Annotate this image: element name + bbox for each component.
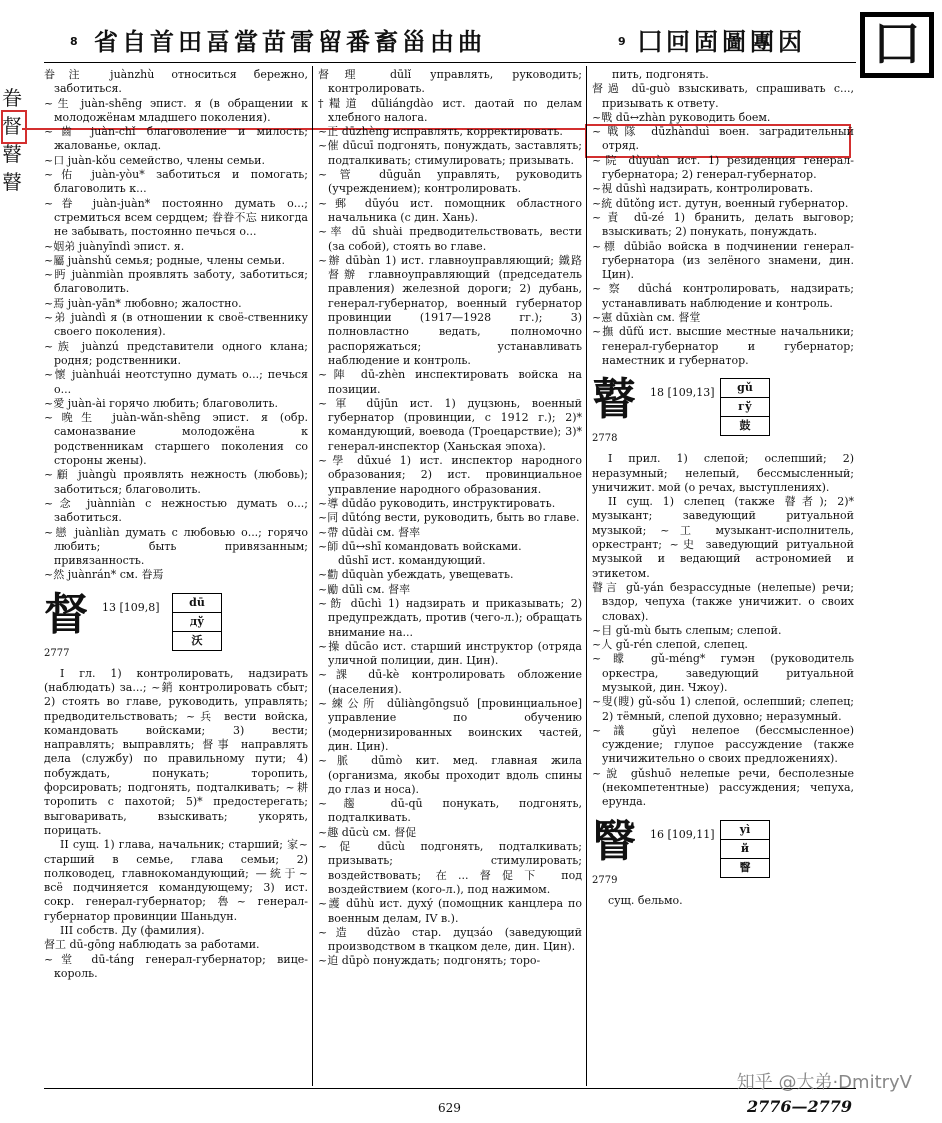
- dictionary-entry: ~懷 juànhuái неотступно думать о...; печься о...: [44, 368, 308, 396]
- header-right-chars: 囗回固圖團因: [638, 28, 806, 56]
- dictionary-entry: ~責 dū-zé 1) бранить, делать выговор; взыскивать; 2) понукать, понуждать.: [592, 210, 854, 239]
- dictionary-entry: ~屬 juànshǔ семья; родные, члены семьи.: [44, 253, 285, 267]
- column-1: [44, 68, 308, 981]
- dictionary-entry: ~愛 juàn-ài горячо любить; благоволить.: [44, 396, 278, 410]
- char-block-gu: [592, 376, 854, 446]
- header-left-page: 8: [70, 35, 78, 48]
- dictionary-entry: II сущ. 1) слепец (также 瞽者); 2)* музыкант; заведующий ритуальной музыкой; ~工 музыкант-исполнитель, оркестрант; ~史 заведующий ритуальной музыкой и ведающий астрономией и этикетом.: [592, 495, 854, 580]
- entry-number: 2777: [44, 647, 70, 659]
- dictionary-entry: ~眷 juàn-juàn* постоянно думать о...; стремиться всем сердцем; 眷眷不忘 никогда не забывать, постоянно печься о...: [44, 196, 308, 239]
- radical-code: 16 [109,11]: [650, 827, 715, 841]
- headword-char: 瞽: [592, 374, 636, 426]
- dictionary-entry: ~操 dūcāo ист. старший инструктор (отряда уличной полиции, дин. Цин).: [318, 639, 582, 668]
- char-block-yi: [592, 815, 854, 888]
- dictionary-entry: пить, подгонять.: [612, 68, 709, 81]
- margin-char: 瞽: [2, 170, 22, 194]
- dictionary-entry: ~弟 juàndì я (в отношении к своё-ственнику своего поколения).: [44, 311, 308, 339]
- dictionary-entry: ~導 dūdǎo руководить, инструктировать.: [318, 496, 556, 510]
- margin-char: 瞽: [2, 142, 22, 166]
- dictionary-entry: ~帶 dūdài см. 督率: [318, 525, 421, 539]
- dictionary-entry: ~戰隊 dūzhànduì воен. заградительный отряд.: [592, 125, 854, 153]
- dictionary-entry: ~正 dūzhèng исправлять, корректировать.: [318, 125, 563, 139]
- dictionary-entry: ~焉 juàn-yān* любовно; жалостно.: [44, 296, 242, 310]
- pinyin-cell: gǔ: [721, 379, 769, 398]
- dictionary-entry: ~議 gǔyì нелепое (бессмысленное) суждение; глупое рассуждение (также уничижительно о своих предложениях).: [592, 723, 854, 766]
- reading-table: [720, 378, 770, 436]
- radical-code: 13 [109,8]: [102, 600, 160, 614]
- pinyin-cell: dū: [173, 594, 221, 613]
- headword-char: 督: [44, 588, 88, 640]
- dictionary-entry: ~族 juànzú представители одного клана; родня; родственники.: [44, 339, 308, 367]
- dictionary-entry: ~叟(瞍) gǔ-sǒu 1) слепой, ослепший; слепец; 2) тёмный, слепой духовно; неразумный.: [592, 695, 854, 723]
- dictionary-entry: ~院 dùyuàn ист. 1) резиденция генерал-губернатора; 2) генерал-губернатор.: [592, 153, 854, 182]
- dictionary-entry: ~齒 juàn-chǐ благоволение и милость; жалованье, оклад.: [44, 125, 308, 153]
- page-number: 629: [438, 1101, 461, 1115]
- dictionary-entry: ~陣 dū-zhèn инспектировать войска на позиции.: [318, 368, 582, 396]
- dictionary-entry: ~佑 juàn-yòu* заботиться и помогать; благоволить к...: [44, 168, 308, 196]
- headword-char: 瞖: [592, 815, 636, 867]
- dictionary-entry: ~晚生 juàn-wǎn-shēng эпист. я (обр. самоназвание молодожёна к родственникам старшего поколения со стороны жены).: [44, 411, 308, 468]
- dictionary-entry: †糧道 dūliángdào ист. даотай по делам хлебного налога.: [318, 96, 582, 124]
- dictionary-entry: ~堂 dū-táng генерал-губернатор; вице-король.: [44, 952, 308, 980]
- dictionary-entry: 督理 dūlǐ управлять, руководить; контролировать.: [318, 68, 582, 96]
- dictionary-entry: ~撫 dūfǔ ист. высшие местные начальники; генерал-губернатор и губернатор; наместник и губернатор.: [592, 325, 854, 367]
- column-2: [318, 68, 582, 969]
- dictionary-entry: ~師 dū↔shī командовать войсками.: [318, 539, 522, 553]
- dictionary-entry: I прил. 1) слепой; ослепший; 2) неразумный; нелепый, бессмысленный; уничижит. мой (о речах, выступлениях).: [592, 452, 854, 494]
- page-header: [70, 22, 850, 62]
- dictionary-entry: ~戀 juànliàn думать с любовью о...; горячо любить; быть привязанным; привязанность.: [44, 525, 308, 568]
- dictionary-entry: ~學 dūxué 1) ист. инспектор народного образования; 2) ист. провинциальное управление народного образования.: [318, 454, 582, 496]
- dictionary-entry: ~眄 juànmiàn проявлять заботу, заботиться; благоволить.: [44, 268, 308, 296]
- entry-range: 2776—2779: [746, 1097, 852, 1116]
- footer-rule: [44, 1088, 856, 1089]
- dictionary-entry: ~管 dūguǎn управлять, руководить (учреждением); контролировать.: [318, 168, 582, 196]
- header-left-chars: 省自首田畐當苗雷留番畜甾由曲: [94, 28, 486, 56]
- dictionary-entry: ~說 gǔshuō нелепые речи, бесполезные (некомпетентные) рассуждения; чепуха, ерунда.: [592, 766, 854, 809]
- margin-char: 眷: [2, 86, 22, 110]
- homophone-cell: 瞖: [739, 860, 751, 874]
- dictionary-entry: ~憲 dūxiàn см. 督堂: [592, 311, 701, 325]
- watermark: 知乎 @大弟·DmitryV: [736, 1072, 912, 1093]
- dictionary-entry: ~勸 dūquàn убеждать, увещевать.: [318, 568, 514, 582]
- column-divider: [312, 66, 313, 1086]
- dictionary-entry: ~戰 dū↔zhàn руководить боем.: [592, 110, 771, 124]
- dictionary-entry: ~察 dūchá контролировать, надзирать; устанавливать наблюдение и контроль.: [592, 282, 854, 310]
- dictionary-entry: ~顧 juàngù проявлять нежность (любовь); заботиться; благоволить.: [44, 468, 308, 496]
- dictionary-entry: 督工 dū-gōng наблюдать за работами.: [44, 938, 260, 952]
- char-block-du: [44, 588, 308, 661]
- dictionary-entry: ~趨 dū-qū понукать, подгонять, подталкивать.: [318, 797, 582, 825]
- dictionary-entry: ~率 dū shuài предводительствовать, вести (за собой), стоять во главе.: [318, 225, 582, 253]
- homophone-cell: 鼓: [739, 419, 751, 433]
- dictionary-entry: ~然 juànrán* см. 眷焉: [44, 568, 164, 582]
- dictionary-entry: ~催 dūcuī подгонять, понуждать, заставлять; подталкивать; стимулировать; призывать.: [318, 139, 582, 167]
- dictionary-entry: ~辦 dūbàn 1) ист. главноуправляющий; 鐵路督辦 главноуправляющий (председатель правления) железной дороги; 2) дубань, генерал-губернатор, военный губернатор провинции (1917—1928 гг.); 3) полновластно ведать, полномочно распоряжаться; устанавливать наблюдение и контроль.: [318, 253, 582, 367]
- dictionary-entry: ~飭 dūchì 1) надзирать и приказывать; 2) предупреждать, против (чего-л.); обращать внимание на...: [318, 596, 582, 639]
- dictionary-entry: ~促 dūcù подгонять, подталкивать; призывать; стимулировать; воздействовать; 在...督促下 под воздействием (кого-л.), под нажимом.: [318, 840, 582, 896]
- dictionary-entry: ~郵 dūyóu ист. помощник областного начальника (с дин. Хань).: [318, 196, 582, 224]
- cyrillic-cell: дў: [173, 613, 221, 632]
- radical-code: 18 [109,13]: [650, 386, 715, 400]
- dictionary-entry: ~造 dūzào стар. дуцзáо (заведующий производством в ткацком деле, дин. Цин).: [318, 925, 582, 954]
- dictionary-entry: ~人 gǔ-rén слепой, слепец.: [592, 638, 748, 652]
- dictionary-entry: III собств. Ду (фамилия).: [60, 924, 205, 938]
- reading-table: [720, 820, 770, 878]
- dictionary-entry: ~勵 dūlì см. 督率: [318, 582, 411, 596]
- dictionary-entry: ~練公所 dūliàngōngsuǒ [провинциальное] управление по обучению (модернизированных воинских частей, дин. Цин).: [318, 697, 582, 753]
- dictionary-entry: ~趣 dūcù см. 督促: [318, 825, 417, 839]
- highlight-margin-box: [1, 110, 27, 144]
- dictionary-entry: ~同 dūtóng вести, руководить, быть во главе.: [318, 511, 580, 525]
- header-rule: [44, 62, 856, 63]
- dictionary-entry: 督過 dū-guò взыскивать, спрашивать с..., призывать к ответу.: [592, 82, 854, 110]
- dictionary-entry: ~軍 dūjūn ист. 1) дуцзюнь, военный губернатор (провинции, с 1912 г.); 2)* командующий, воевода (Троецарствие); 3)* генерал-инспектор (Ханьская эпоха).: [318, 396, 582, 453]
- entry-number: 2778: [592, 433, 618, 445]
- reading-table: [172, 593, 222, 651]
- dictionary-entry: 眷注 juànzhù относиться бережно, заботиться.: [44, 68, 308, 96]
- dictionary-entry: ~課 dū-kè контролировать обложение (населения).: [318, 668, 582, 696]
- header-right-page: 9: [618, 35, 626, 48]
- dictionary-entry: ~目 gǔ-mù быть слепым; слепой.: [592, 623, 782, 637]
- dictionary-entry: ~姻弟 juànyīndì эпист. я.: [44, 239, 185, 253]
- dictionary-entry: ~脈 dūmò кит. мед. главная жила (организма, якобы проходит вдоль спины до глаз и носа).: [318, 754, 582, 796]
- cyrillic-cell: гў: [721, 398, 769, 417]
- pinyin-cell: yì: [721, 821, 769, 840]
- dictionary-entry: ~念 juànniàn с нежностью думать о...; заботиться.: [44, 496, 308, 525]
- column-divider: [586, 66, 587, 1086]
- radical-box: 囗: [860, 12, 934, 78]
- dictionary-entry: II сущ. 1) глава, начальник; старший; 家~ старший в семье, глава семьи; 2) полководец, главнокомандующий; —統于~ всё подчиняется командующему; 3) ист. сокр. генерал-губернатор; 魯~ генерал-губернатор провинции Шаньдун.: [44, 838, 308, 923]
- dictionary-entry: ~矇 gǔ-méng* гумэн (руководитель оркестра, заведующий ритуальной музыкой, дин. Чжоу).: [592, 652, 854, 694]
- margin-char: 督: [2, 114, 22, 138]
- column-3: [592, 68, 854, 908]
- dictionary-entry: 瞽言 gǔ-yán безрассудные (нелепые) речи; вздор, чепуха (также уничижит. о своих словах).: [592, 580, 854, 623]
- dictionary-entry: ~生 juàn-shēng эпист. я (в обращении к молодожёнам младшего поколения).: [44, 96, 308, 124]
- dictionary-entry: ~口 juàn-kǒu семейство, члены семьи.: [44, 153, 265, 167]
- dictionary-entry: сущ. бельмо.: [608, 893, 683, 907]
- entry-number: 2779: [592, 874, 618, 886]
- dictionary-entry: ~迫 dūpò понуждать; подгонять; торо-: [318, 954, 541, 968]
- dictionary-entry: ~標 dūbiāo войска в подчинении генерал-губернатора (из зелёного знамени, дин. Цин).: [592, 239, 854, 282]
- dictionary-entry: ~護 dūhù ист. духý (помощник канцлера по военным делам, IV в.).: [318, 897, 582, 925]
- homophone-cell: 沃: [191, 633, 203, 647]
- dictionary-entry: ~統 dūtǒng ист. дутун, военный губернатор.: [592, 196, 849, 210]
- dictionary-entry: dūshī ист. командующий.: [338, 554, 486, 568]
- cyrillic-cell: й: [721, 840, 769, 859]
- dictionary-entry: I гл. 1) контролировать, надзирать (наблюдать) за...; ~銷 контролировать сбыт; 2) стоять во главе, руководить, управлять; предводительствовать; ~兵 вести войска, командовать войсками; 3) вести; направлять; выправлять; 督事 направлять дела (службу) по правильному пути; 4) побуждать, понукать; торопить, форсировать; подгонять, подталкивать; ~耕 торопить с пахотой; 5)* предостерегать; выговаривать, взыскивать; укорять, порицать.: [44, 666, 308, 837]
- dictionary-entry: ~視 dūshì надзирать, контролировать.: [592, 182, 814, 196]
